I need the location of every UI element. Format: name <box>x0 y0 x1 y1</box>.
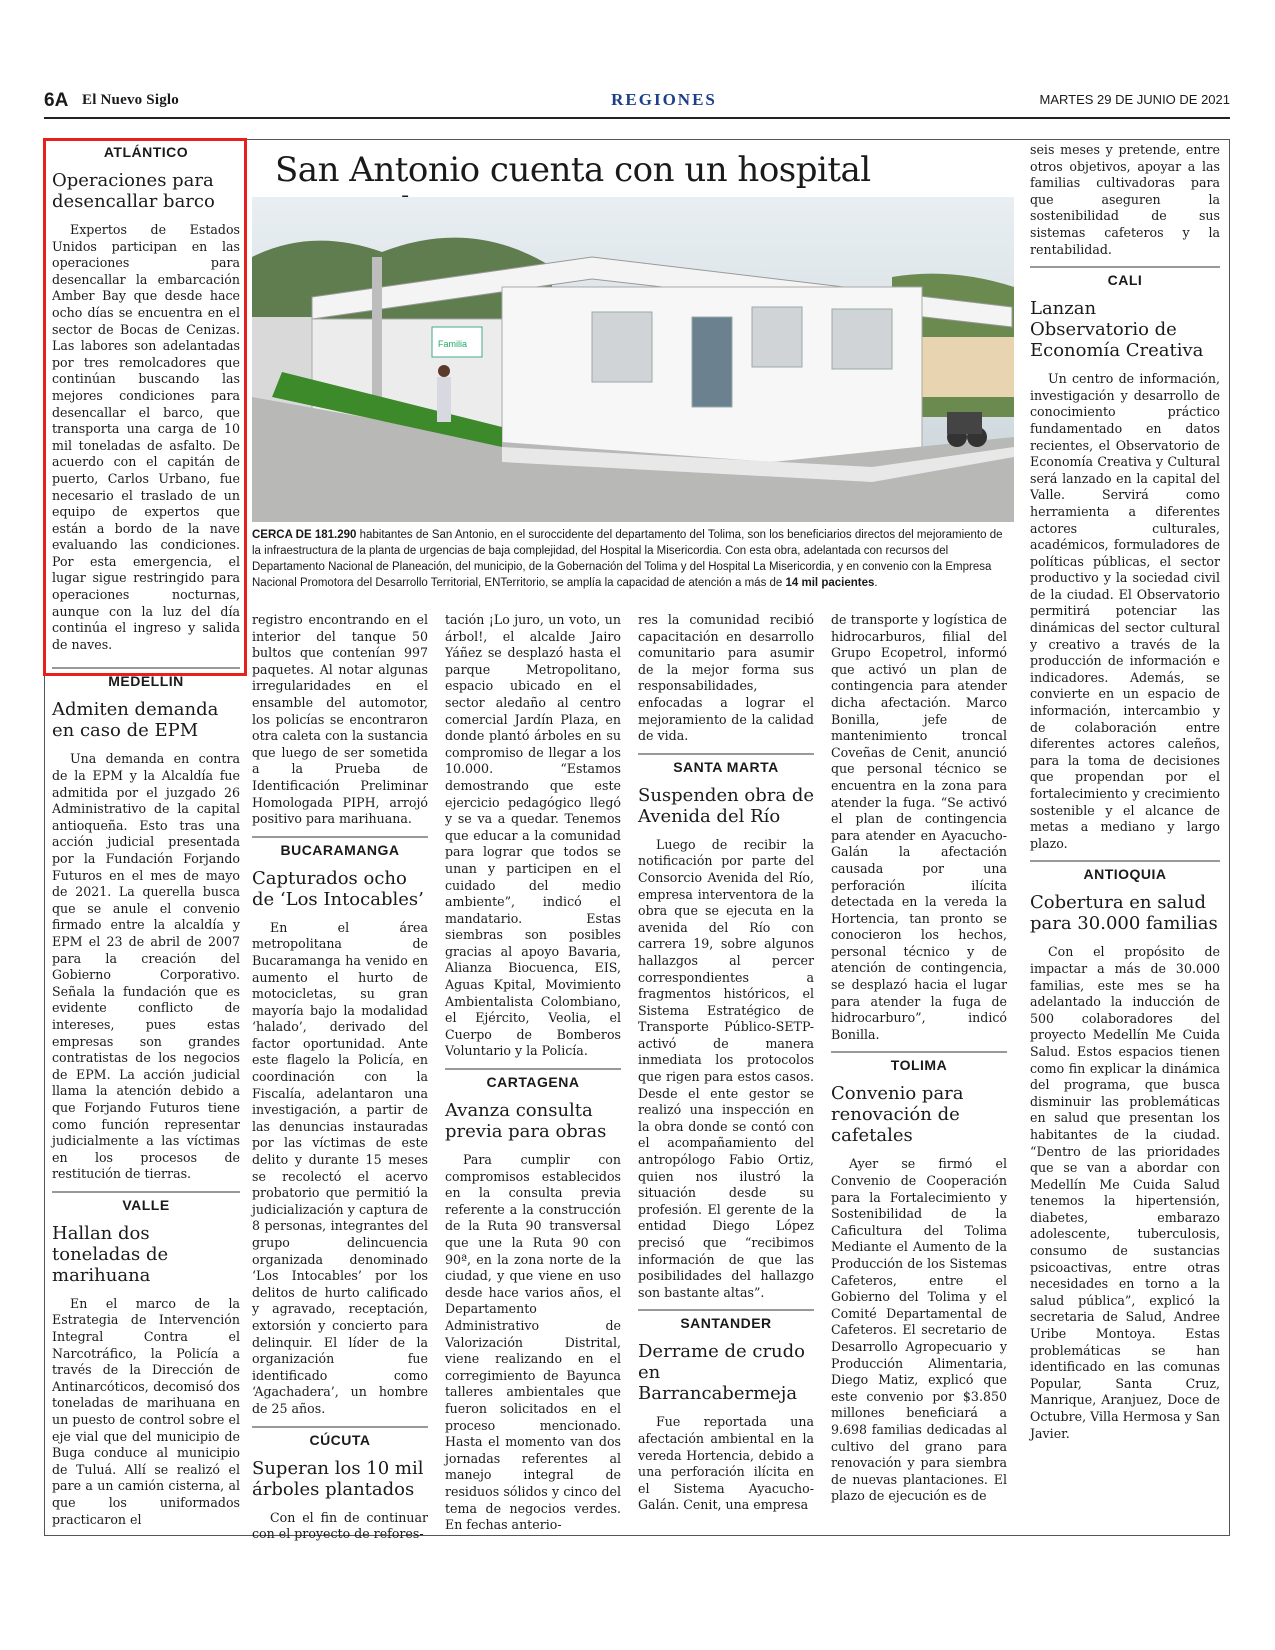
headline-santa-marta: Suspenden obra de Avenida del Río <box>638 784 815 827</box>
kicker-antioquia: ANTIOQUIA <box>1030 860 1220 882</box>
body-bucaramanga: En el área metropolitana de Bucaramanga ha venido en aumento el hurto de motocicletas, su gran mayoría bajo la modalidad ‘halado’, derivado del factor oportunidad. Ante este flagelo la Policía, en coordinación con la Fiscalía, adelantaron una investigación, a partir de las denuncias instauradas por las víctimas de este delito y durante 15 meses se recolectó el acervo probatorio que permitió la judicialización y captura de 8 personas, integrantes del grupo delincuencia organizada denominado ‘Los Intocables’ por los delitos de hurto calificado y agravado, receptación, extorsión y concierto para delinquir. El líder de la organización fue identificado como ‘Agachadera’, un hombre de 25 años. <box>252 919 428 1416</box>
headline-atlantico: Operaciones para desencallar barco <box>52 170 215 212</box>
caption-lead: CERCA DE 181.290 <box>252 529 357 541</box>
hospital-illustration <box>252 197 1014 522</box>
body-medellin: Una demanda en contra de la EPM y la Alcaldía fue admitida por el juzgado 26 Administrativo de la capital antioqueña. Esto tras una acción judicial presentada por la Fundación Forjando Futuros en el mes de mayo de 2021. La querella busca que se anule el convenio firmado entre la alcaldía y EPM el 23 de abril de 2007 para la creación del Gobierno Corporativo. Señala la fundación que es evidente conflicto de intereses, pues estas empresas son grandes contratistas de los negocios de EPM. La acción judicial llama la atención debido a que Forjando Futuros tiene como función representar judicialmente a las víctimas en los procesos de restitución de tierras. <box>52 751 240 1182</box>
body-tolima-cont: seis meses y pretende, entre otros objetivos, apoyar a las familias cultivadoras para que aseguren la sostenibilidad de sus sistemas cafeteros y la rentabilidad. <box>1030 142 1220 257</box>
highlight-box <box>43 138 247 676</box>
caption-body: habitantes de San Antonio, en el suroccidente del departamento del Tolima, son los beneficiarios directos del mejoramiento de la infraestructura de la planta de urgencias de baja complejidad, del Hospital la Misericordia. Con esta obra, adelantada con recursos del Departamento Nacional de Planeación, del municipio, de la Gobernación del Tolima y del Hospital La Misericordia, y en convenio con la Empresa Nacional Promotora del Desarrollo Territorial, ENTerritorio, se amplía la capacidad de atención a más de <box>252 529 1003 589</box>
body-antioquia: Con el propósito de impactar a más de 30.000 familias, este mes se ha adelantado la inducción de 500 colaboradores del proyecto Medellín Me Cuida Salud. Estos espacios tienen como fin explicar la dinámica del programa, que busca disminuir las problemáticas en salud que presentan los habitantes de la ciudad. “Dentro de las prioridades que se van a abordar con Medellín Me Cuida Salud tenemos la hipertensión, diabetes, embarazo adolescente, tuberculosis, consumo de sustancias psicoactivas, entre otras necesidades en torno a la salud pública”, explicó la secretaria de Salud, Andree Uribe Montoya. Estas problemáticas se han identificado en las comunas Popular, Santa Cruz, Manrique, Aranjuez, Doce de Octubre, Villa Hermosa y San Javier. <box>1030 944 1220 1441</box>
newspaper-logo: El Nuevo Siglo <box>82 92 179 108</box>
body-atlantico: Expertos de Estados Unidos participan en las operaciones para desencallar la embarcación Amber Bay que desde hace ocho días se encuentra en el sector de Bocas de Cenizas. Las labores son adelantadas por tres remolcadores que continúan buscando las mejores condiciones para desencallar el barco, que transporta una carga de 10 mil toneladas de asfalto. De acuerdo con el capitán de puerto, Carlos Urbano, fue necesario el traslado de un equipo de expertos que están a bordo de la nave evaluando las condiciones. Por esta emergencia, el lugar sigue restringido para operaciones nocturnas, aunque con la luz del día continúa el ingreso y salida de naves. <box>52 222 240 652</box>
headline-medellin: Admiten demanda en caso de EPM <box>52 699 219 742</box>
kicker-cali: CALI <box>1030 266 1220 288</box>
body-tolima: Ayer se firmó el Convenio de Cooperación para la Fortalecimiento y Sostenibilidad de la Caficultura del Tolima Mediante el Aumento de la Producción de los Sistemas Cafeteros, entre el Gobierno del Tolima y el Comité Departamental de Cafeteros. El secretario de Desarrollo Agropecuario y Producción Alimentaria, Diego Matiz, explicó que este convenio por $3.850 millones beneficiará a 9.698 familias dedicadas al cultivo del grano para renovación y para siembra de nuevas plantaciones. El plazo de ejecución es de <box>831 1156 1007 1504</box>
headline-bucaramanga: Capturados ocho de ‘Los Intocables’ <box>252 867 424 910</box>
column-3 <box>445 612 621 1534</box>
column-5 <box>831 612 1007 1505</box>
headline-cucuta: Superan los 10 mil árboles plantados <box>252 1457 424 1500</box>
body-santander: Fue reportada una afectación ambiental en la vereda Hortencia, debido a una perforación ilícita en el Sistema Ayacucho-Galán. Cenit, una empresa <box>638 1414 814 1513</box>
body-santander-cont: de transporte y logística de hidrocarburos, filial del Grupo Ecopetrol, informó que activó un plan de contingencia para atender dicha afectación. Marco Bonilla, jefe de mantenimiento troncal Coveñas de Cenit, anunció que personal técnico se encuentra en la zona para atender la fuga. “Se activó el plan de contingencia para atender en Ayacucho-Galán la afectación causada por una perforación ilícita detectada en la vereda la Hortencia, tan pronto se conocieron los hechos, personal técnico y de atención de contingencia, se desplazó hacia el lugar para atender la fuga de hidrocarburo”, indicó Bonilla. <box>831 612 1007 1042</box>
column-4 <box>638 612 814 1514</box>
section-title: REGIONES <box>611 90 717 109</box>
issue-date: MARTES 29 DE JUNIO DE 2021 <box>1039 92 1230 107</box>
caption-bold-end: 14 mil pacientes <box>785 577 875 589</box>
headline-cartagena: Avanza consulta previa para obras <box>445 1100 607 1143</box>
kicker-tolima: TOLIMA <box>831 1051 1007 1073</box>
photo-caption <box>252 527 1012 591</box>
kicker-valle: VALLE <box>52 1191 240 1213</box>
kicker-atlantico: ATLÁNTICO <box>103 144 189 160</box>
headline-tolima: Convenio para renovación de cafetales <box>831 1083 964 1147</box>
main-title: San Antonio cuenta con un hospital <box>275 150 871 190</box>
kicker-cartagena: CARTAGENA <box>445 1068 621 1090</box>
body-cali: Un centro de información, investigación y desarrollo de conocimiento práctico fundamentado en datos recientes, el Observatorio de Economía Creativa y Cultural será lanzado en la capital del Valle. Servirá como herramienta a diferentes actores culturales, académicos, formuladores de políticas públicas, el sector productivo y la sociedad civil de la ciudad. El Observatorio permitirá potenciar las dinámicas del sector cultural y creativo a través de la producción de información e indicadores. Además, se convierte en un espacio de información, intercambio y de colaboración entre diferentes actores caleños, para la toma de decisiones que propendan por el fortalecimiento y crecimiento sostenible y el alcance de metas a mediano y largo plazo. <box>1030 371 1220 851</box>
kicker-santander: SANTANDER <box>638 1309 814 1331</box>
headline-santander: Derrame de crudo en Barrancabermeja <box>638 1341 806 1405</box>
kicker-bucaramanga: BUCARAMANGA <box>252 836 428 858</box>
headline-cali: Lanzan Observatorio de Economía Creativa <box>1030 298 1204 362</box>
hospital-photo <box>252 197 1014 522</box>
kicker-medellin: MEDELLÍN <box>52 667 240 689</box>
kicker-santa-marta: SANTA MARTA <box>638 753 814 775</box>
body-cucuta: Con el fin de continuar con el proyecto de refores- <box>252 1509 428 1542</box>
page-number: 6A <box>44 90 69 111</box>
body-valle: En el marco de la Estrategia de Intervención Integral Contra el Narcotráfico, la Policía a través de la Dirección de Antinarcóticos, decomisó dos toneladas de marihuana en un puesto de control sobre el eje vial que del municipio de Buga conduce al municipio de Tuluá. Allí se realizó el pare a un camión cisterna, al que los uniformados practicaron el <box>52 1295 240 1527</box>
header-rule <box>44 117 1230 119</box>
body-cartagena-cont: res la comunidad recibió capacitación en desarrollo comunitario para asumir de la mejor forma sus responsabilidades, enfocadas a lograr el mejoramiento de la calidad de vida. <box>638 612 814 744</box>
column-6 <box>1030 142 1220 1442</box>
page-header <box>44 90 1230 114</box>
headline-valle: Hallan dos toneladas de marihuana <box>52 1222 169 1286</box>
kicker-cucuta: CÚCUTA <box>252 1426 428 1448</box>
body-cartagena: Para cumplir con compromisos establecidos en la consulta previa referente a la construcción de la Ruta 90 transversal que une la Ruta 90 con 90ª, en la zona norte de la ciudad, y que viene en uso desde hace varios años, el Departamento Administrativo de Valorización Distrital, viene realizando en el corregimiento de Bayunca talleres ambientales que fueron solicitados en el proceso mencionado. Hasta el momento van dos jornadas referentes al manejo integral de residuos sólidos y cinco del tema de negocios verdes. En fechas anterio- <box>445 1152 621 1533</box>
body-valle-cont: registro encontrando en el interior del tanque 50 bultos que contenían 997 paquetes. Al notar algunas irregularidades en el ensamble del automotor, los policías se encontraron otra caleta con la sustancia que luego de ser sometida a la Prueba de Identificación Preliminar Homologada PIPH, arrojó positivo para marihuana. <box>252 612 428 827</box>
sign-text: Familia <box>438 339 468 349</box>
body-santa-marta: Luego de recibir la notificación por parte del Consorcio Avenida del Río, empresa interventora de la obra que se ejecuta en la avenida del Río con carrera 19, sobre algunos hallazgos al percer correspondientes a fragmentos históricos, el Sistema Estratégico de Transporte Público-SETP- activó de manera inmediata los protocolos que rigen para estos casos. Desde el ente gestor se realizó una inspección en la obra donde se contó con el acompañamiento del antropólogo Fabio Ortiz, quien nos ilustró la situación desde su profesión. El gerente de la entidad Diego López precisó que “recibimos información de que las posibilidades del hallazgo son bastante altas”. <box>638 836 814 1300</box>
body-cucuta-cont: tación ¡Lo juro, un voto, un árbol!, el alcalde Jairo Yáñez se desplazó hasta el parque Metropolitano, espacio ubicado en el sector aledaño al centro comercial Jardín Plaza, en donde plantó árboles en su compromiso de llegar a los 10.000. “Estamos demostrando que este ejercicio pedagógico llegó y se va a quedar. Tenemos que educar a la comunidad para lograr que todos se unan y participen en el cuidado del medio ambiente”, indicó el mandatario. Estas siembras son posibles gracias al apoyo Bavaria, Alianza Biocuenca, EIS, Aguas Kpital, Movimiento Ambientalista Colombiano, el Ejército, Veolia, el Cuerpo de Bomberos Voluntario y la Policía. <box>445 612 621 1059</box>
column-2 <box>252 612 428 1543</box>
caption-end: . <box>874 577 878 589</box>
headline-antioquia: Cobertura en salud para 30.000 familias <box>1030 892 1218 935</box>
